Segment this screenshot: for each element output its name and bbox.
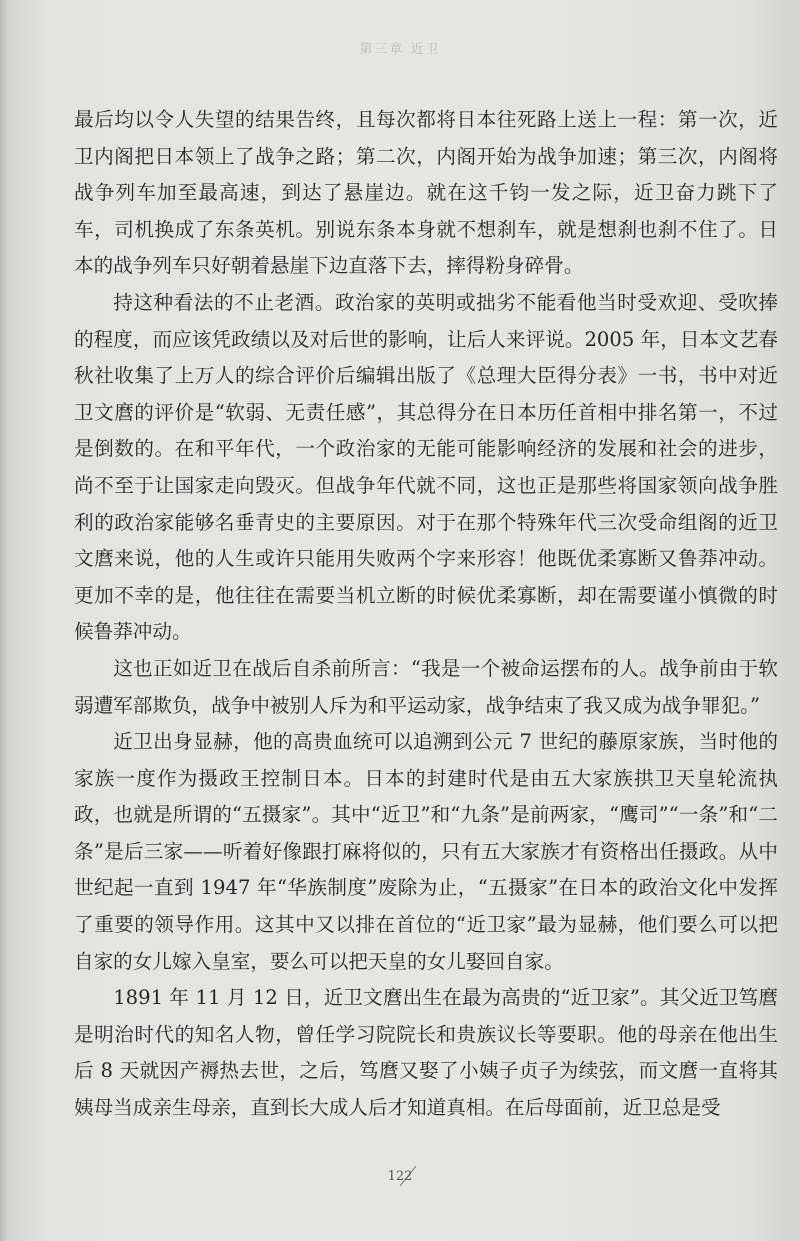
page-gutter-shadow: [0, 0, 8, 1241]
paragraph-1: 最后均以令人失望的结果告终，且每次都将日本往死路上送上一程：第一次，近卫内阁把日本领上了战争之路；第二次，内阁开始为战争加速；第三次，内阁将战争列车加至最高速，到达了悬崖边。就在这千钧一发之际，近卫奋力跳下了车，司机换成了东条英机。别说东条本身就不想刹车，就是想刹也刹不住了。日本的战争列车只好朝着悬崖下边直落下去，摔得粉身碎骨。: [74, 108, 778, 278]
paragraph-4: 近卫出身显赫，他的高贵血统可以追溯到公元 7 世纪的藤原家族，当时他的家族一度作为摄政王控制日本。日本的封建时代是由五大家族拱卫天皇轮流执政，也就是所谓的“五摄家”。其中“近卫”和“九条”是前两家，“鹰司”“一条”和“二条”是后三家——听着好像跟打麻将似的，只有五大家族才有资格出任摄政。从中世纪起一直到 1947 年“华族制度”废除为止，“五摄家”在日本的政治文化中发挥了重要的领导作用。这其中又以排在首位的“近卫家”最为显赫，他们要么可以把自家的女儿嫁入皇室，要么可以把天皇的女儿娶回自家。: [74, 730, 778, 973]
paragraph-2: 持这种看法的不止老酒。政治家的英明或拙劣不能看他当时受欢迎、受吹捧的程度，而应该凭政绩以及对后世的影响，让后人来评说。2005 年，日本文艺春秋社收集了上万人的综合评价后编辑出版了《总理大臣得分表》一书，书中对近卫文麿的评价是“软弱、无责任感”，其总得分在日本历任首相中排名第一，不过是倒数的。在和平年代，一个政治家的无能可能影响经济的发展和社会的进步，尚不至于让国家走向毁灭。但战争年代就不同，这也正是那些将国家领向战争胜利的政治家能够名垂青史的主要原因。对于在那个特殊年代三次受命组阁的近卫文麿来说，他的人生或许只能用失败两个字来形容！他既优柔寡断又鲁莽冲动。更加不幸的是，他往往在需要当机立断的时候优柔寡断，却在需要谨小慎微的时候鲁莽冲动。: [74, 290, 778, 644]
paragraph-5: 1891 年 11 月 12 日，近卫文麿出生在最为高贵的“近卫家”。其父近卫笃麿是明治时代的知名人物，曾任学习院院长和贵族议长等要职。他的母亲在他出生后 8 天就因产褥热去世，之后，笃麿又娶了小姨子贞子为续弦，而文麿一直将其姨母当成亲生母亲，直到长大成人后才知道真相。在后母面前，近卫总是受: [74, 986, 778, 1120]
page-number: 122: [387, 1169, 413, 1184]
running-header: 第三章 近卫: [359, 42, 441, 57]
paragraph-3: 这也正如近卫在战后自杀前所言：“我是一个被命运摆布的人。战争前由于软弱遭军部欺负，战争中被别人斥为和平运动家，战争结束了我又成为战争罪犯。”: [74, 656, 778, 717]
body-text: [74, 102, 778, 1127]
